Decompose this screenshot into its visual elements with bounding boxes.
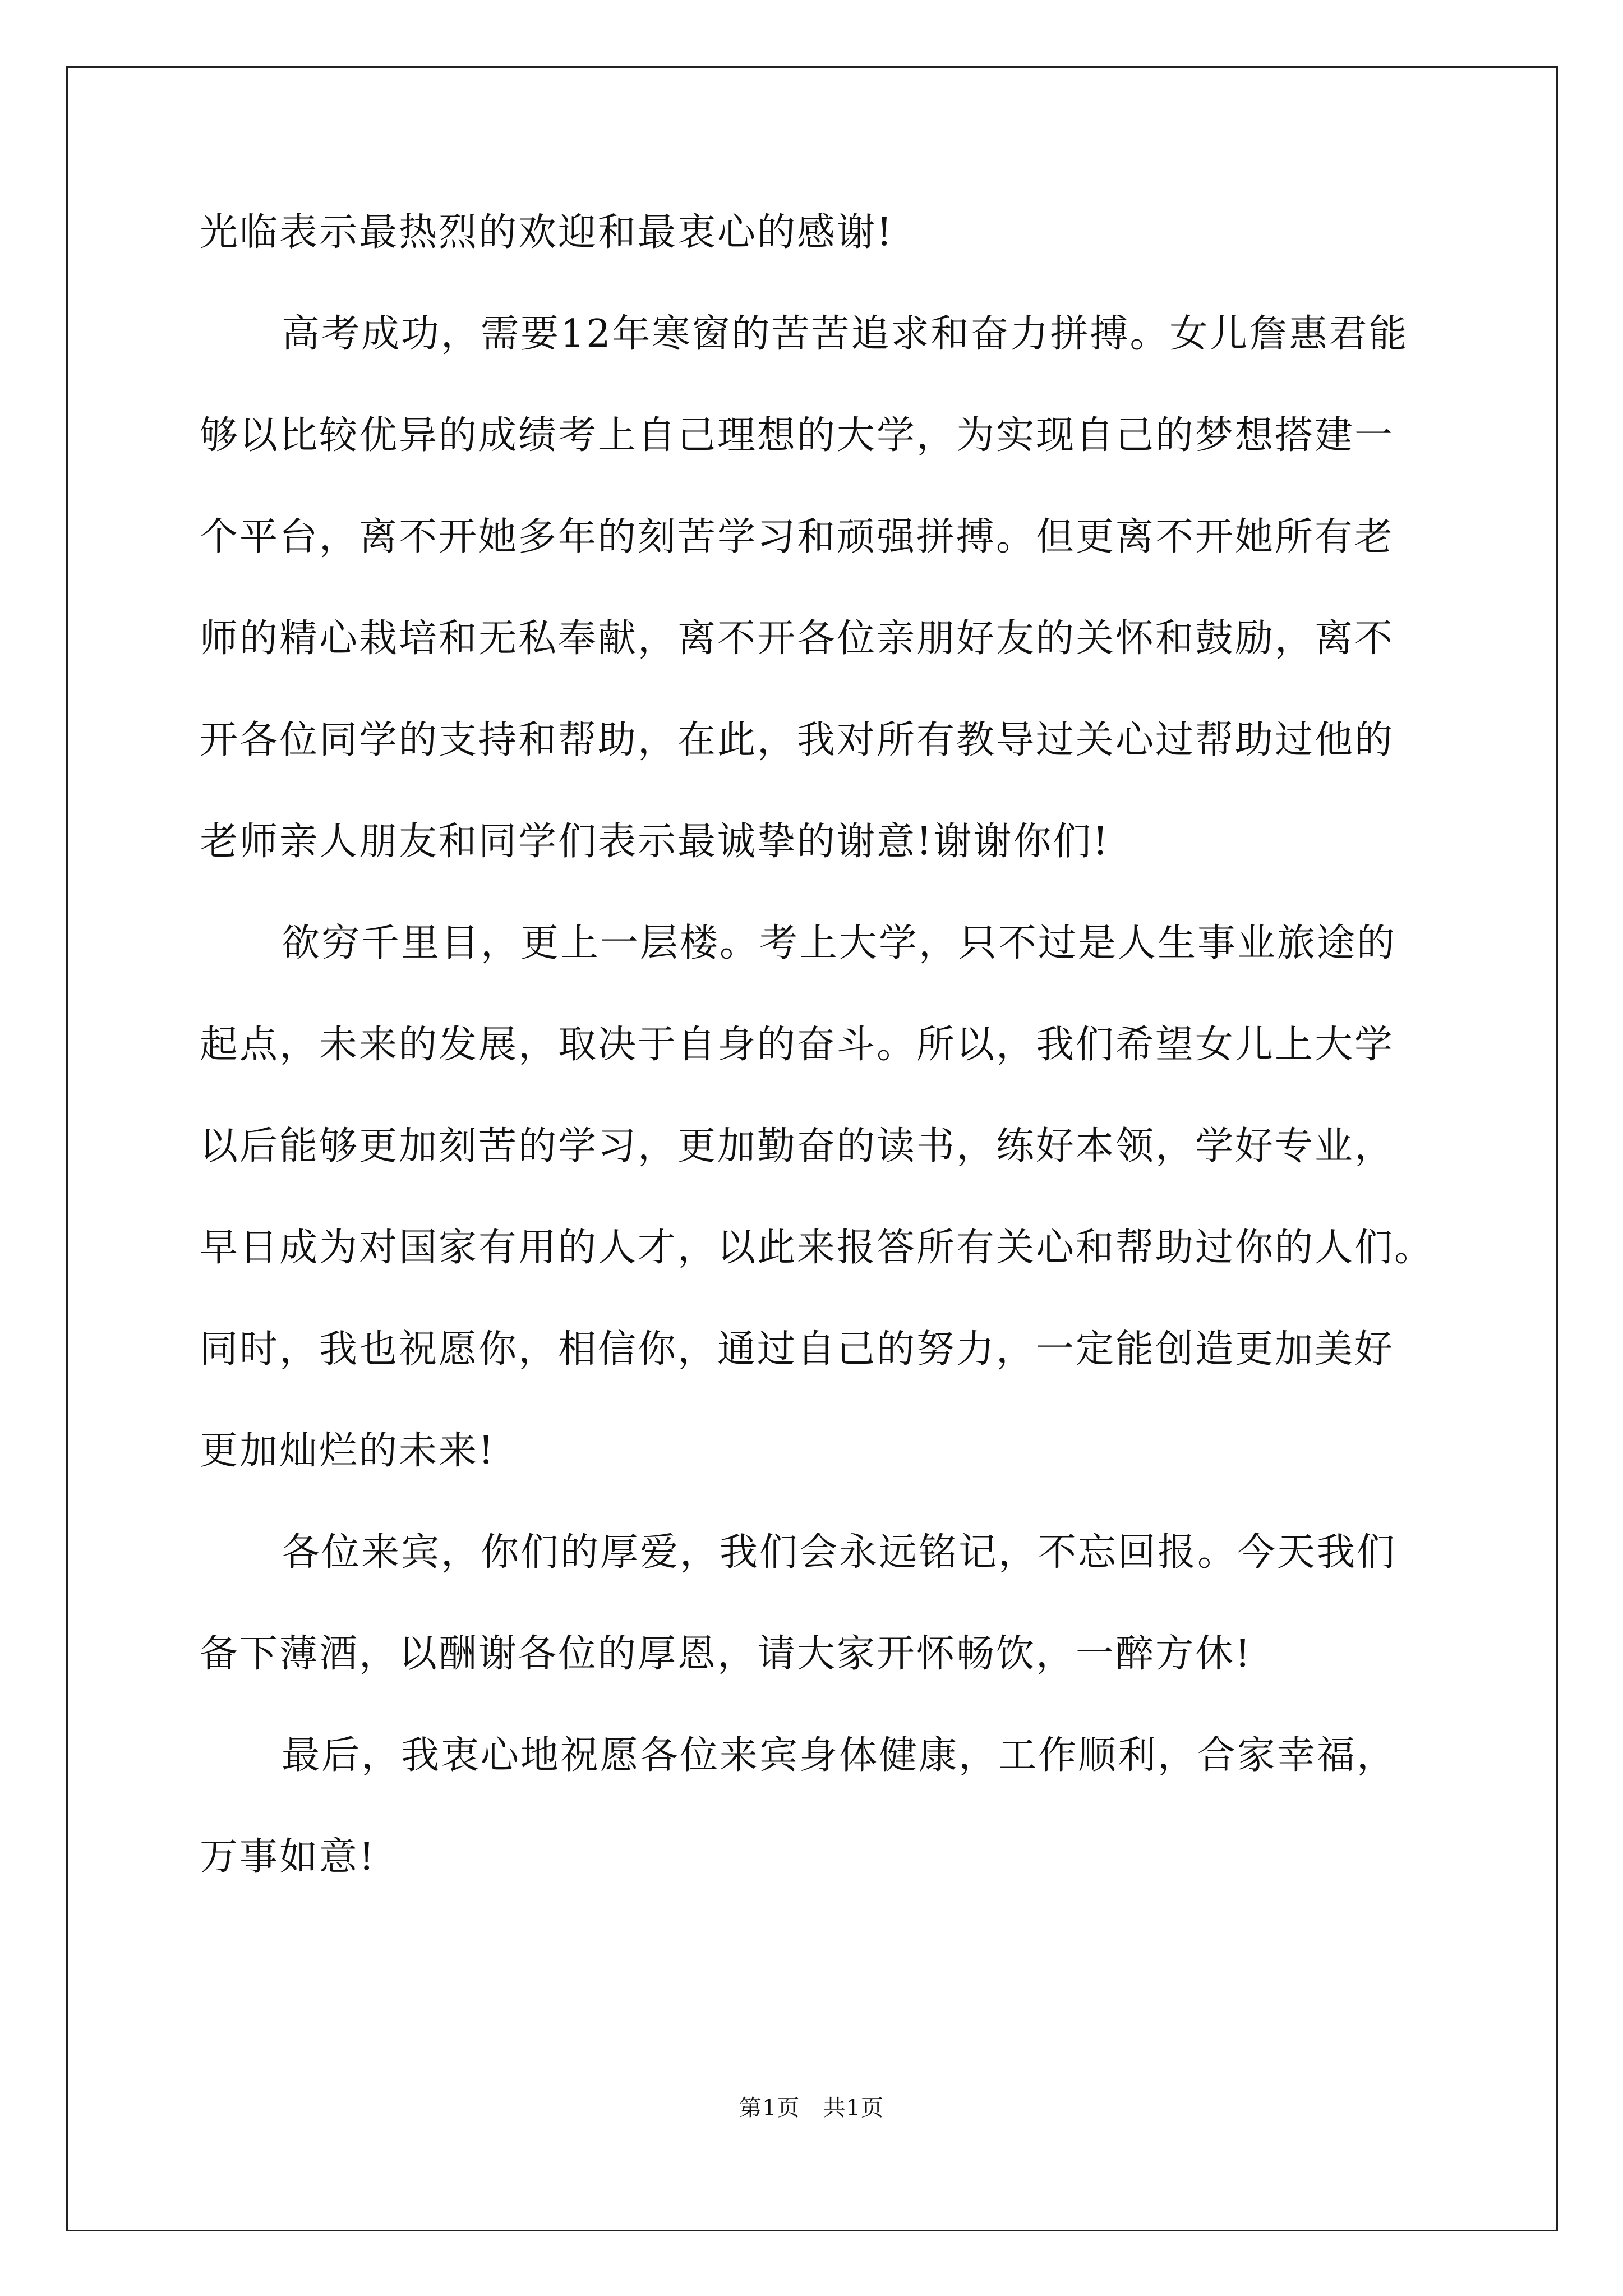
text-line-14: 各位来宾，你们的厚爱，我们会永远铭记，不忘回报。今天我们 <box>282 1530 1397 1575</box>
text-line-12: 同时，我也祝愿你，相信你，通过自己的努力，一定能创造更加美好 <box>200 1327 1395 1372</box>
text-line-1: 光临表示最热烈的欢迎和最衷心的感谢! <box>200 210 894 255</box>
text-line-8: 欲穷千里目，更上一层楼。考上大学，只不过是人生事业旅途的 <box>282 921 1397 965</box>
text-line-7: 老师亲人朋友和同学们表示最诚挚的谢意!谢谢你们! <box>200 820 1110 864</box>
text-line-10: 以后能够更加刻苦的学习，更加勤奋的读书，练好本领，学好专业， <box>200 1124 1395 1168</box>
text-line-9: 起点，未来的发展，取决于自身的奋斗。所以，我们希望女儿上大学 <box>200 1023 1395 1067</box>
text-line-11: 早日成为对国家有用的人才，以此来报答所有关心和帮助过你的人们。 <box>200 1226 1435 1270</box>
text-line-2: 高考成功，需要12年寒窗的苦苦追求和奋力拼搏。女儿詹惠君能 <box>282 312 1409 356</box>
text-line-5: 师的精心栽培和无私奉献，离不开各位亲朋好友的关怀和鼓励，离不 <box>200 616 1395 661</box>
text-line-13: 更加灿烂的未来! <box>200 1429 496 1473</box>
text-line-15: 备下薄酒，以酬谢各位的厚恩，请大家开怀畅饮，一醉方休! <box>200 1632 1252 1676</box>
text-line-16: 最后，我衷心地祝愿各位来宾身体健康，工作顺利，合家幸福， <box>282 1733 1397 1778</box>
text-line-6: 开各位同学的支持和帮助，在此，我对所有教导过关心过帮助过他的 <box>200 718 1395 762</box>
text-line-4: 个平台，离不开她多年的刻苦学习和顽强拼搏。但更离不开她所有老 <box>200 515 1395 559</box>
page-footer: 第1页 共1页 <box>739 2095 884 2121</box>
text-line-3: 够以比较优异的成绩考上自己理想的大学，为实现自己的梦想搭建一 <box>200 413 1395 458</box>
text-line-17: 万事如意! <box>200 1835 376 1879</box>
